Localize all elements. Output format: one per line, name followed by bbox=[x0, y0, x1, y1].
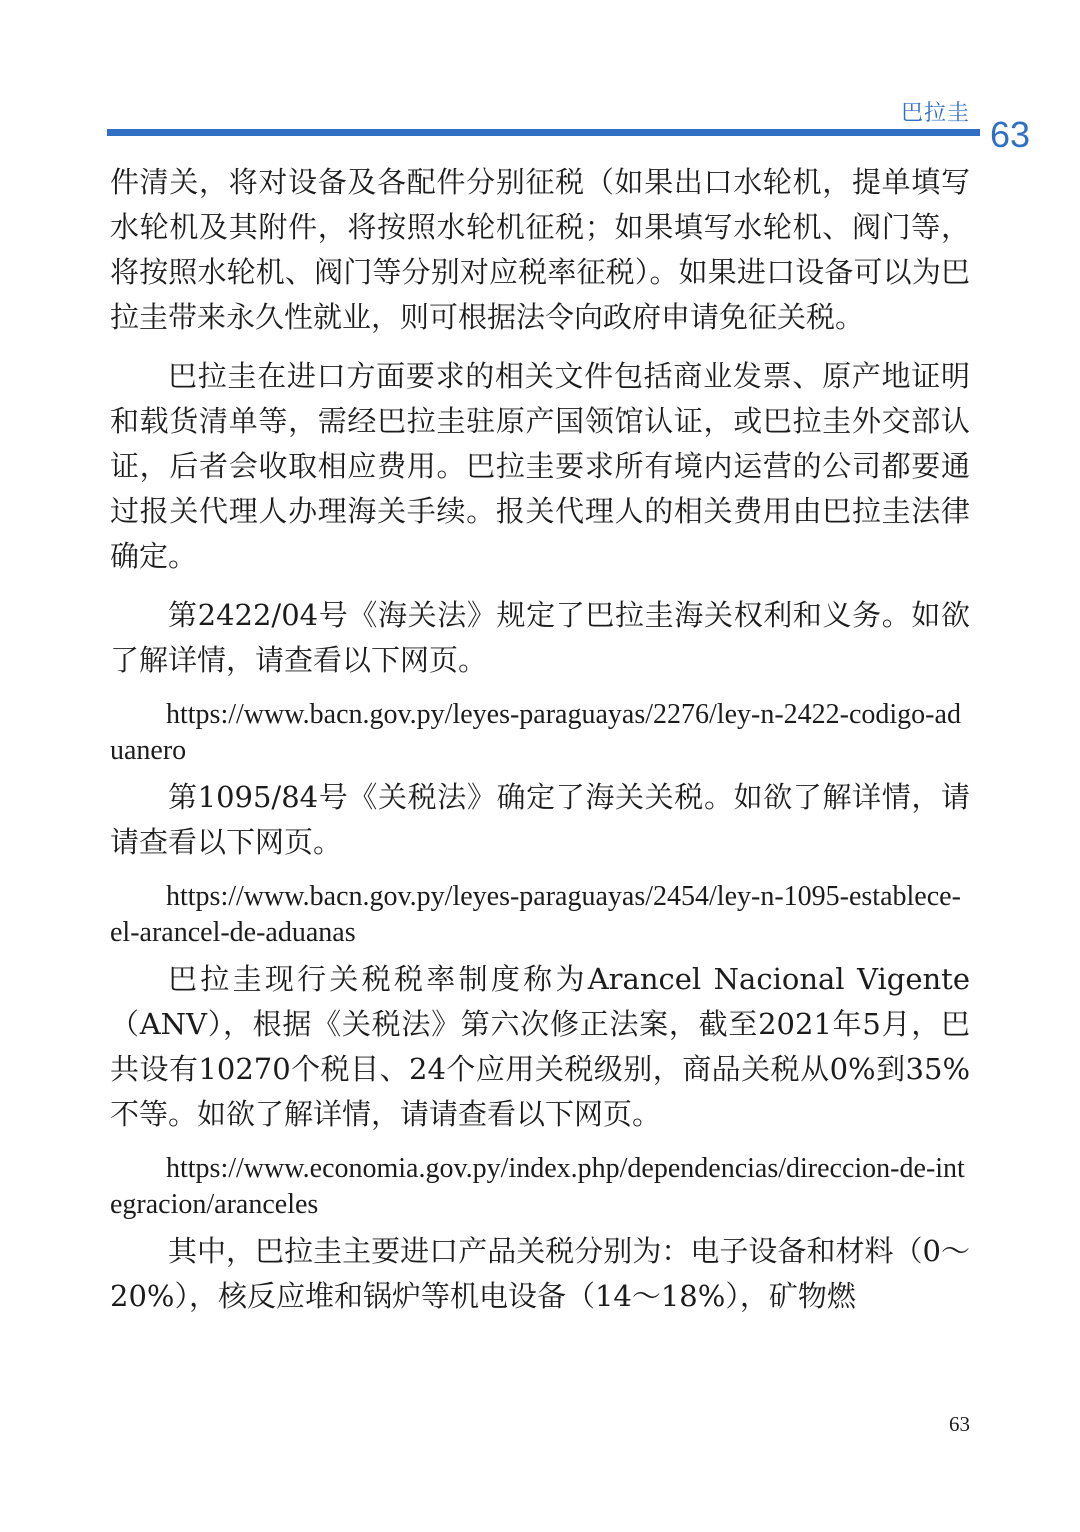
header-rule bbox=[107, 129, 980, 136]
paragraph-2: 巴拉圭在进口方面要求的相关文件包括商业发票、原产地证明和载货清单等，需经巴拉圭驻原产国领馆认证，或巴拉圭外交部认证，后者会收取相应费用。巴拉圭要求所有境内运营的公司都要通过报关代理人办理海关手续。报关代理人的相关费用由巴拉圭法律确定。 bbox=[110, 359, 970, 573]
url-aranceles: https://www.economia.gov.py/index.php/dependencias/direccion-de-integracion/aranceles bbox=[110, 1153, 965, 1220]
paragraph-5: 巴拉圭现行关税税率制度称为Arancel Nacional Vigente（ANV），根据《关税法》第六次修正法案，截至2021年5月，巴共设有10270个税目、24个应用关税级别，商品关税从0%到35%不等。如欲了解详情，请请查看以下网页。 bbox=[110, 962, 970, 1131]
body-text bbox=[110, 160, 970, 1319]
url-tariff-law: https://www.bacn.gov.py/leyes-paraguayas/2454/ley-n-1095-establece-el-arancel-de-aduanas bbox=[110, 881, 961, 948]
paragraph-1: 件清关，将对设备及各配件分别征税（如果出口水轮机，提单填写水轮机及其附件，将按照水轮机征税；如果填写水轮机、阀门等，将按照水轮机、阀门等分别对应税率征税）。如果进口设备可以为巴拉圭带来永久性就业，则可根据法令向政府申请免征关税。 bbox=[110, 165, 970, 334]
url-customs-law: https://www.bacn.gov.py/leyes-paraguayas/2276/ley-n-2422-codigo-aduanero bbox=[110, 699, 961, 766]
header-page-number: 63 bbox=[990, 114, 1031, 155]
footer-page-number: 63 bbox=[949, 1412, 970, 1436]
paragraph-6: 其中，巴拉圭主要进口产品关税分别为：电子设备和材料（0～20%），核反应堆和锅炉等机电设备（14～18%），矿物燃 bbox=[110, 1234, 970, 1313]
paragraph-4: 第1095/84号《关税法》确定了海关关税。如欲了解详情，请请查看以下网页。 bbox=[110, 780, 970, 859]
paragraph-3: 第2422/04号《海关法》规定了巴拉圭海关权利和义务。如欲了解详情，请查看以下网页。 bbox=[110, 598, 970, 677]
header-country-label: 巴拉圭 bbox=[900, 101, 970, 126]
